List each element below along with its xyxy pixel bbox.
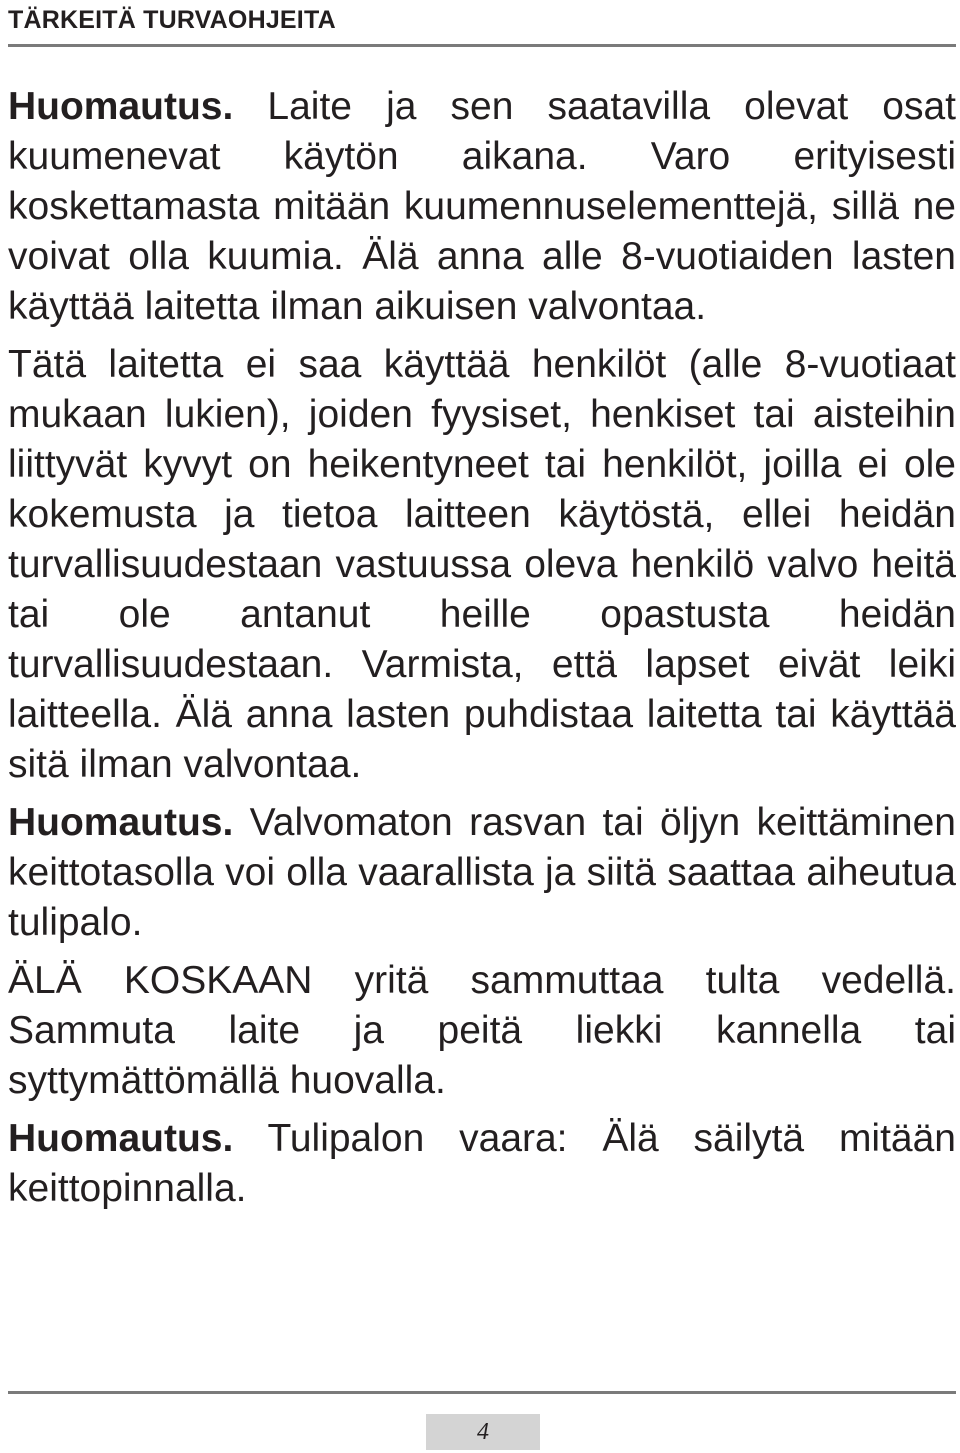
footer-divider <box>8 1391 956 1394</box>
paragraph-text: ÄLÄ KOSKAAN yritä sammuttaa tulta vedellä. Sammuta laite ja peitä liekki kannella tai syttymättömällä huovalla. <box>8 959 956 1102</box>
paragraph-unattended-cooking <box>8 798 956 948</box>
page-number: 4 <box>426 1414 540 1450</box>
note-label: Huomautus. <box>8 85 234 128</box>
paragraph-restricted-users <box>8 340 956 790</box>
paragraph-fire-hazard <box>8 1114 956 1214</box>
note-label: Huomautus. <box>8 1117 234 1160</box>
paragraph-text: Valvomaton rasvan tai öljyn keittäminen keittotasolla voi olla vaarallista ja siitä saattaa aiheutua tulipalo. <box>8 801 956 944</box>
paragraph-text: Laite ja sen saatavilla olevat osat kuumenevat käytön aikana. Varo erityisesti koskettamasta mitään kuumennuselementtejä, sillä ne voivat olla kuumia. Älä anna alle 8-vuotiaiden lasten käyttää laitetta ilman aikuisen valvontaa. <box>8 85 956 328</box>
safety-instructions-body <box>8 82 956 1222</box>
paragraph-text: Tulipalon vaara: Älä säilytä mitään keittopinnalla. <box>8 1117 956 1210</box>
paragraph-text: Tätä laitetta ei saa käyttää henkilöt (alle 8-vuotiaat mukaan lukien), joiden fyysiset, henkiset tai aisteihin liittyvät kyvyt on heikentyneet tai henkilöt, joilla ei ole kokemusta ja tietoa laitteen käytöstä, ellei heidän turvallisuudestaan vastuussa oleva henkilö valvo heitä tai ole antanut heille opastusta heidän turvallisuudestaan. Varmista, että lapset eivät leiki laitteella. Älä anna lasten puhdistaa laitetta tai käyttää sitä ilman valvontaa. <box>8 343 956 786</box>
paragraph-hot-surfaces <box>8 82 956 332</box>
paragraph-fire-extinguishing <box>8 956 956 1106</box>
header-divider <box>8 44 956 47</box>
page-header-title: TÄRKEITÄ TURVAOHJEITA <box>8 6 336 34</box>
note-label: Huomautus. <box>8 801 234 844</box>
